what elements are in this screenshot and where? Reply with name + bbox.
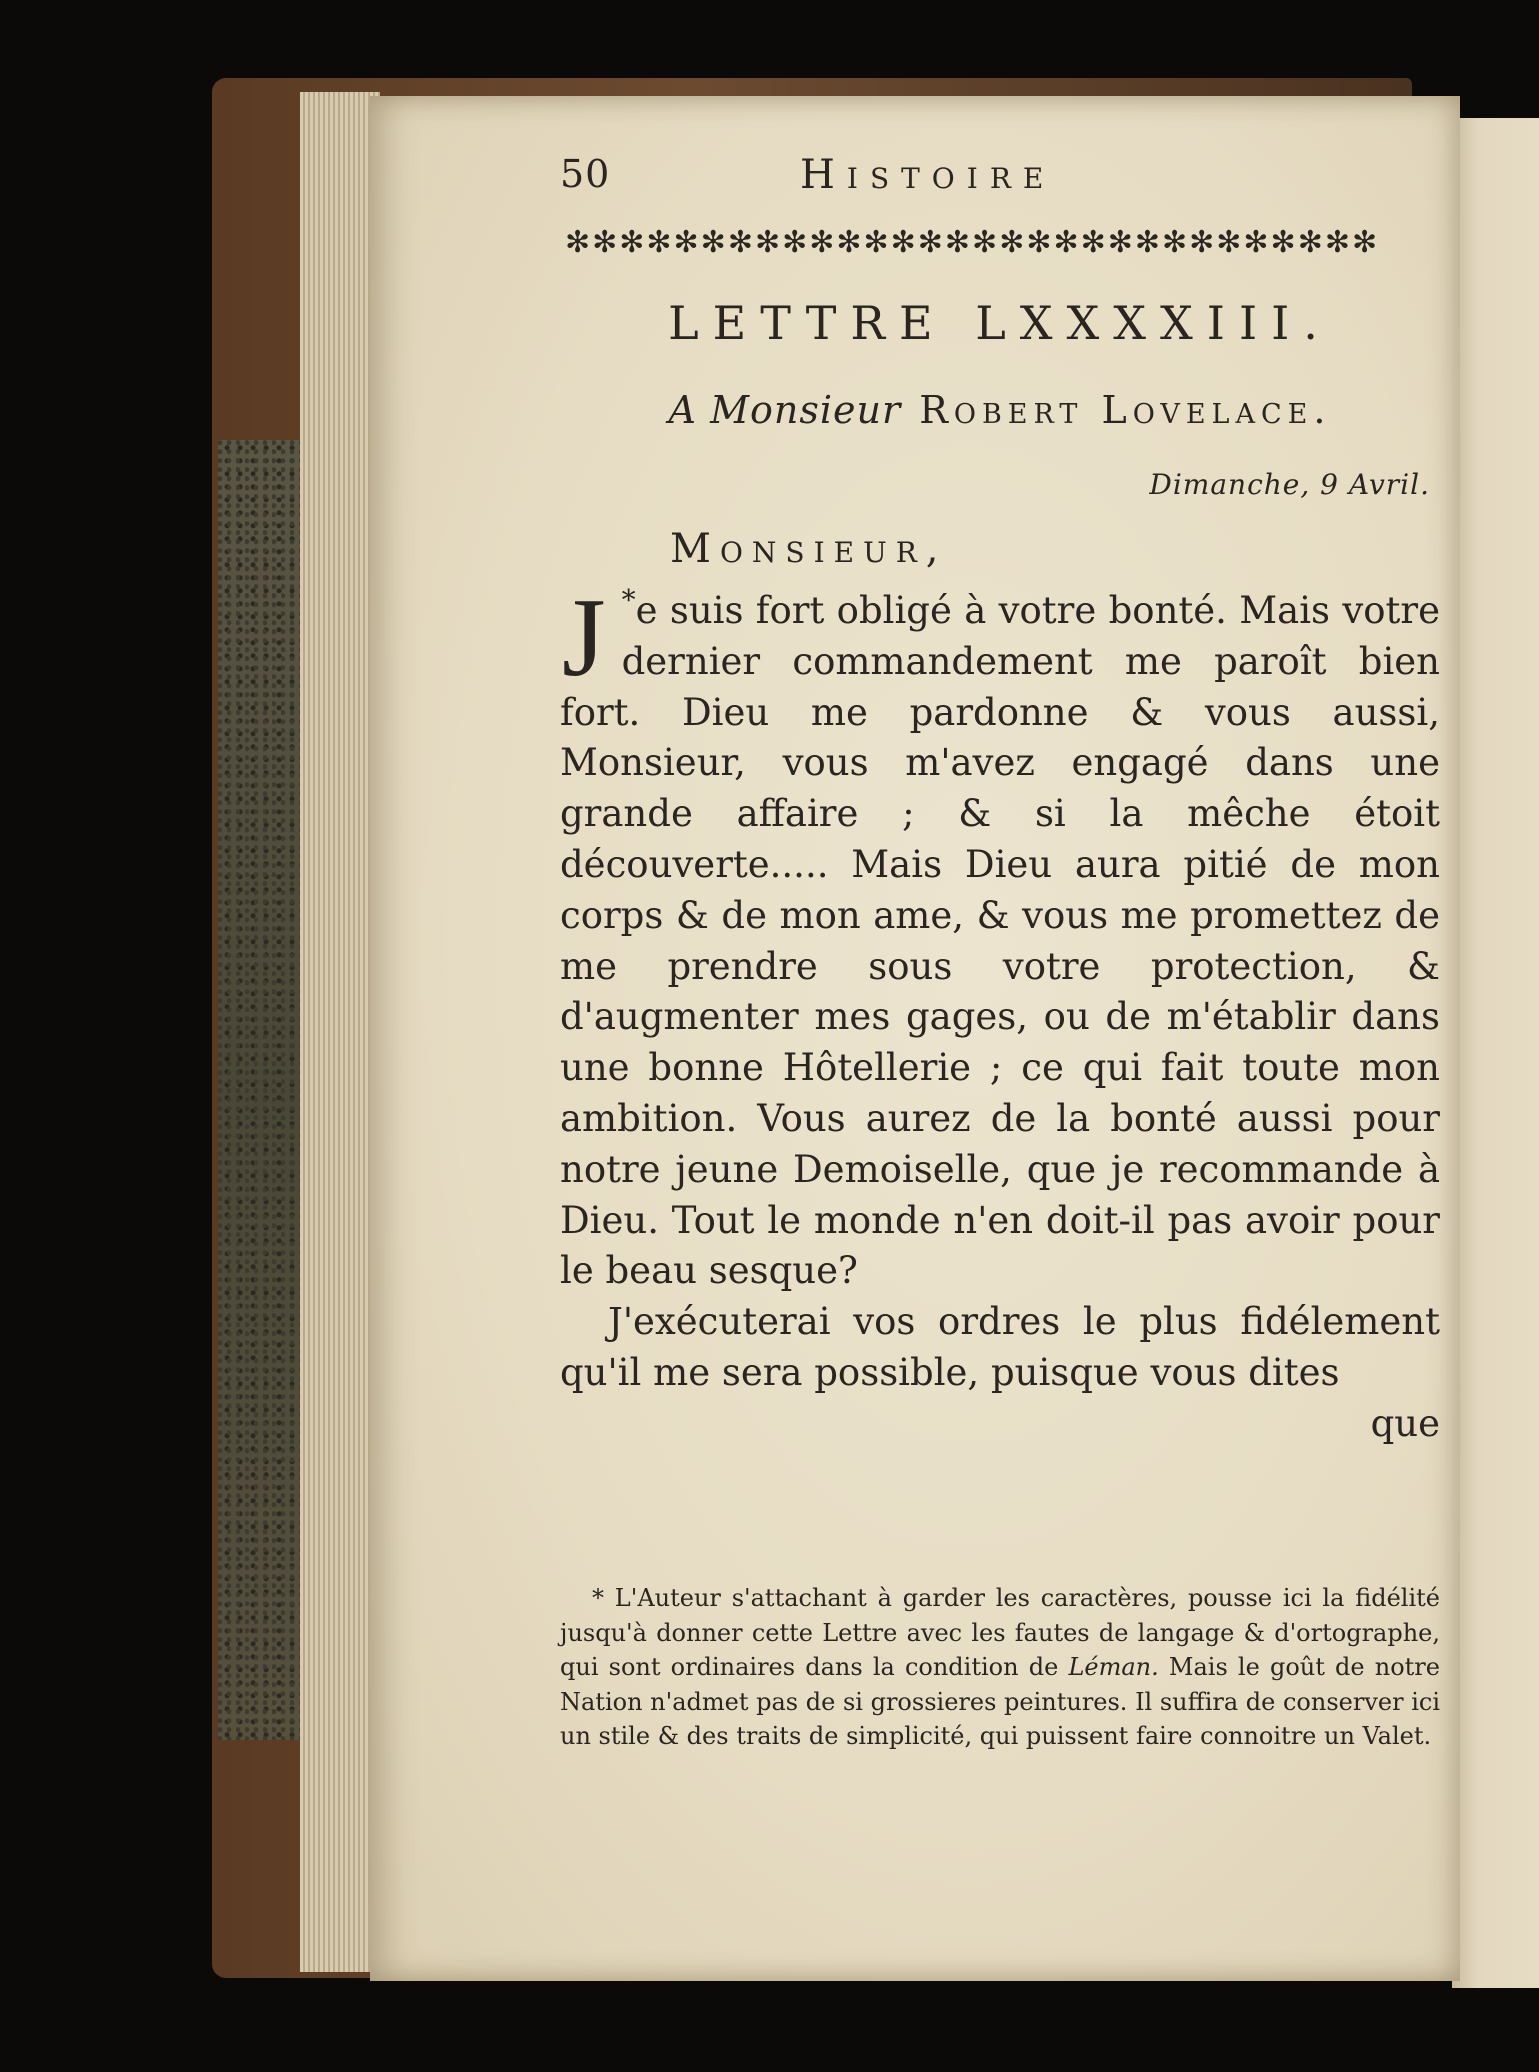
- salutation: Monsieur,: [670, 526, 948, 572]
- page-edges: [300, 92, 380, 1972]
- footnote-text-part: Mais le goût de notre Nation n'admet pas de si grossieres peintures. Il suffira de conserver ici un stile & des traits de simplicité, qui puissent faire connoitre un Valet.: [560, 1653, 1440, 1750]
- letter-heading: LETTRE LXXXXIII.: [668, 296, 1332, 350]
- footnote-text: [560, 1581, 1440, 1754]
- letter-body: [560, 576, 1440, 1450]
- marbled-binding: [218, 440, 308, 1740]
- paragraph: J'exécuterai vos ordres le plus fidélement qu'il me sera possible, puisque vous dites: [560, 1300, 1440, 1394]
- drop-cap: J: [562, 576, 606, 700]
- running-head: [560, 152, 1440, 212]
- paragraph: [560, 576, 1440, 1297]
- ornamental-rule: ✻✻✻✻✻✻✻✻✻✻✻✻✻✻✻✻✻✻✻✻✻✻✻✻✻✻✻✻✻✻: [565, 226, 1380, 260]
- addressee-prefix: A Monsieur: [668, 388, 902, 432]
- running-title: Histoire: [800, 152, 1056, 198]
- footnote-name: Léman.: [1068, 1653, 1159, 1681]
- paragraph-text: e suis fort obligé à votre bonté. Mais votre dernier commandement me paroît bien fort. Dieu me pardonne & vous aussi, Monsieur, vous m'avez engagé dans une grande affaire ; & si la mêche étoit découverte..... Mais Dieu aura pitié de mon corps & de mon ame, & vous me promettez de me prendre sous votre protection, & d'augmenter mes gages, ou de m'établir dans une bonne Hôtellerie ; ce qui fait toute mon ambition. Vous aurez de la bonté aussi pour notre jeune Demoiselle, que je recommande à Dieu. Tout le monde n'en doit-il pas avoir pour le beau sesque?: [560, 589, 1440, 1293]
- dateline: Dimanche, 9 Avril.: [1149, 468, 1430, 501]
- facing-page-edge: [1452, 118, 1539, 1988]
- addressee-name: Robert Lovelace.: [919, 388, 1332, 432]
- page-number: 50: [560, 152, 611, 196]
- footnote: [560, 1581, 1440, 1754]
- book-page: [370, 96, 1460, 1981]
- footnote-marker: *: [621, 583, 636, 617]
- addressee: [570, 388, 1430, 432]
- footnote-text-part: * L'Auteur s'attachant à garder les caractères, pousse ici la fidélité jusqu'à donner cette Lettre avec les fautes de langage & d'ortographe, qui sont ordinaires dans la condition de: [560, 1584, 1440, 1681]
- catchword: que: [1370, 1401, 1440, 1445]
